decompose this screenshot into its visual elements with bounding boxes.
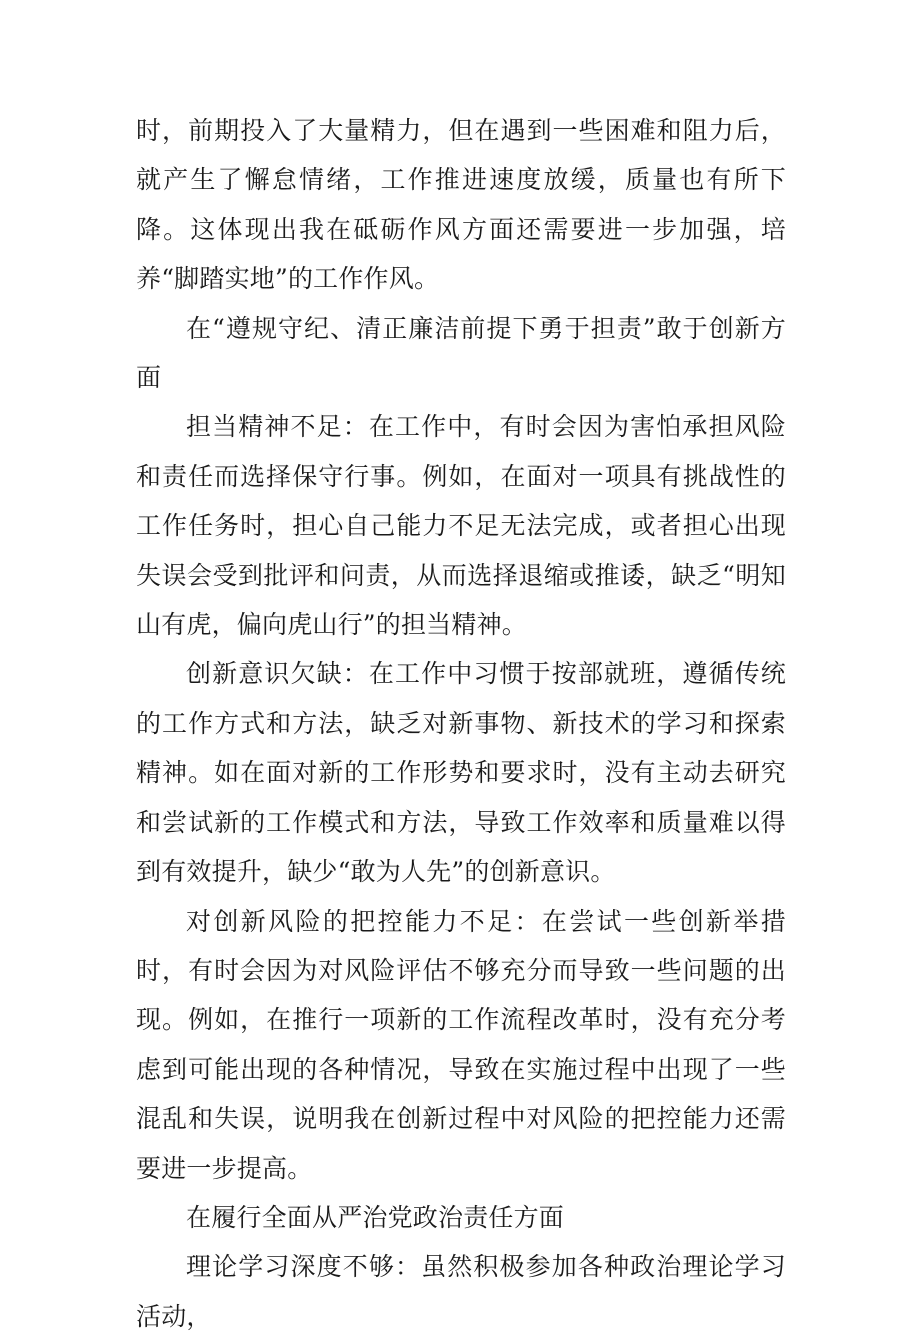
paragraph-risk-control: 对创新风险的把控能力不足：在尝试一些创新举措时，有时会因为对风险评估不够充分而导致一些问题的出现。例如，在推行一项新的工作流程改革时，没有充分考虑到可能出现的各种情况，导致在实施过程中出现了一些混乱和失误，说明我在创新过程中对风险的把控能力还需要进一步提高。 — [136, 906, 786, 1183]
section-heading-party-governance: 在履行全面从严治党政治责任方面 — [186, 1202, 565, 1232]
paragraph-innovation-awareness: 创新意识欠缺：在工作中习惯于按部就班，遵循传统的工作方式和方法，缺乏对新事物、新技术的学习和探索精神。如在面对新的工作形势和要求时，没有主动去研究和尝试新的工作模式和方法，导致工作效率和质量难以得到有效提升，缺少“敢为人先”的创新意识。 — [136, 659, 786, 887]
document-body — [136, 106, 786, 1341]
paragraph-1: 时，前期投入了大量精力，但在遇到一些困难和阻力后，就产生了懈怠情绪，工作推进速度放缓，质量也有所下降。这体现出我在砥砺作风方面还需要进一步加强，培养“脚踏实地”的工作作风。 — [136, 116, 786, 294]
paragraph-responsibility: 担当精神不足：在工作中，有时会因为害怕承担风险和责任而选择保守行事。例如，在面对一项具有挑战性的工作任务时，担心自己能力不足无法完成，或者担心出现失误会受到批评和问责，从而选择退缩或推诿，缺乏“明知山有虎，偏向虎山行”的担当精神。 — [136, 412, 786, 640]
paragraph-theory-study: 理论学习深度不够：虽然积极参加各种政治理论学习活动， — [136, 1252, 786, 1331]
section-heading-innovation: 在“遵规守纪、清正廉洁前提下勇于担责”敢于创新方面 — [136, 313, 786, 393]
